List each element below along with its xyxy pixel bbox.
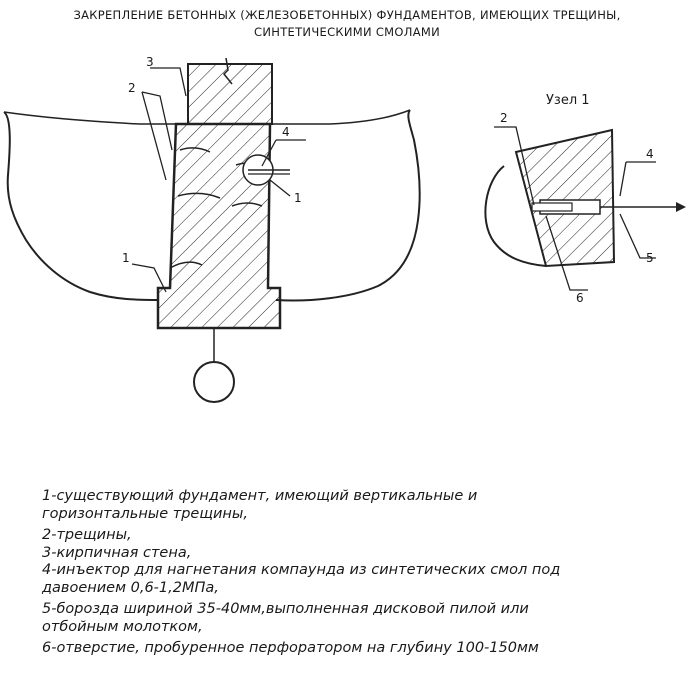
legend-item-4-line-1: 4-инъектор для нагнетания компаунда из синтетических смол под <box>42 562 561 578</box>
callout-1: 1 <box>294 191 302 205</box>
node-callout-2: 2 <box>500 111 508 125</box>
node-callout-6: 6 <box>576 291 584 305</box>
ground-line <box>4 112 158 300</box>
brick-wall <box>188 58 272 124</box>
legend-item-5-line-2: отбойным молотком, <box>42 618 203 635</box>
title-line-2: СИНТЕТИЧЕСКИМИ СМОЛАМИ <box>254 25 440 39</box>
legend-item-2: 2-трещины, <box>42 527 132 543</box>
callout-3: 3 <box>146 55 154 69</box>
legend-item-1-line-1: 1-существующий фундамент, имеющий вертикальные и <box>42 488 478 504</box>
legend-item-6: 6-отверстие, пробуренное перфоратором на глубину 100-150мм <box>42 640 539 656</box>
node-callout-4: 4 <box>646 147 654 161</box>
legend <box>42 488 682 658</box>
callout-2: 2 <box>128 81 136 95</box>
ground-line <box>276 110 420 300</box>
ground-line <box>270 110 410 124</box>
node-callout-5: 5 <box>646 251 654 265</box>
legend-item-5-line-1: 5-борозда шириной 35-40мм,выполненная дисковой пилой или <box>42 601 529 617</box>
legend-item-4-line-2: давоением 0,6-1,2МПа, <box>42 579 219 596</box>
title-line-1: ЗАКРЕПЛЕНИЕ БЕТОННЫХ (ЖЕЛЕЗОБЕТОННЫХ) ФУНДАМЕНТОВ, ИМЕЮЩИХ ТРЕЩИНЫ, <box>73 8 621 22</box>
node-foundation <box>516 130 614 266</box>
callout-4: 4 <box>282 125 290 139</box>
node-title: Узел 1 <box>546 93 590 108</box>
foundation <box>158 124 280 328</box>
legend-item-3: 3-кирпичная стена, <box>42 544 192 561</box>
callout-1-left: 1 <box>122 251 130 265</box>
bottom-circle <box>194 362 234 402</box>
ground-line <box>4 112 178 124</box>
legend-item-1-line-2: горизонтальные трещины, <box>42 505 248 522</box>
